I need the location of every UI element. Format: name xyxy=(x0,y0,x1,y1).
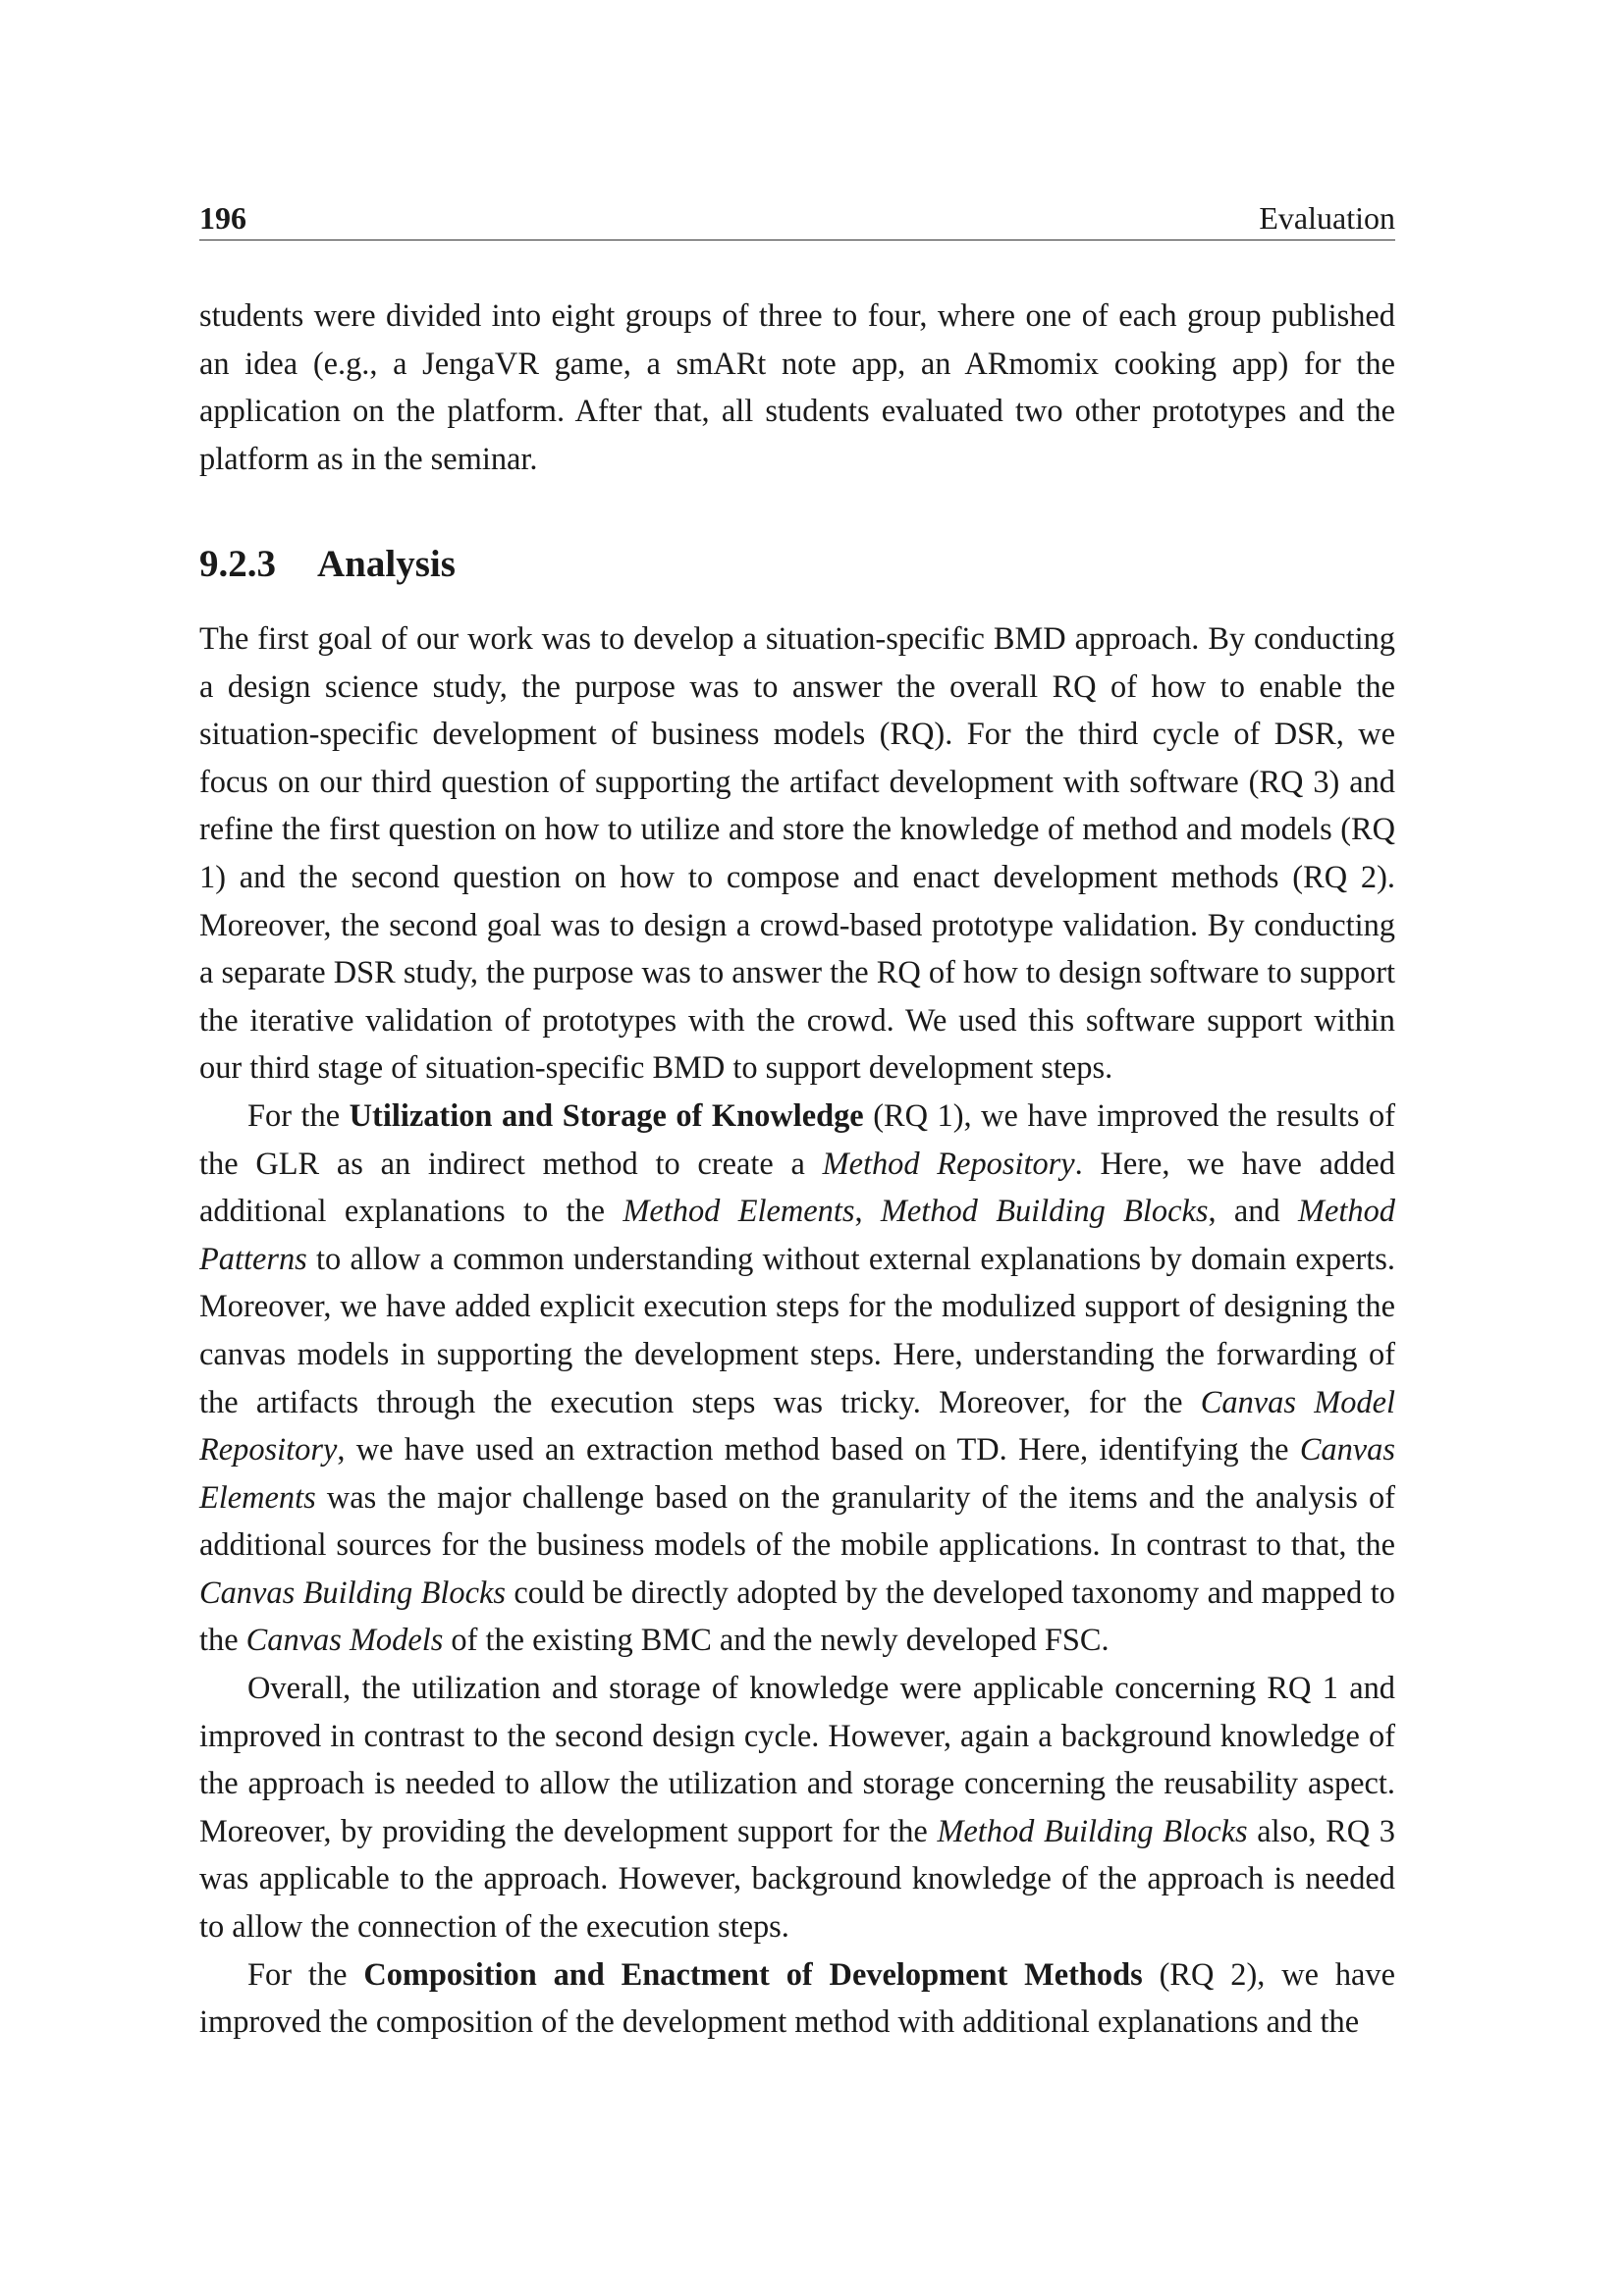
italic-term: Method Patterns xyxy=(199,1194,1395,1277)
text-run: (RQ 2), we have improved the composition of the development method with additional explanations and the xyxy=(199,1956,1396,2041)
italic-term: Canvas Models xyxy=(245,1623,444,1659)
italic-term: Method Elements xyxy=(623,1194,855,1230)
text-run: For the xyxy=(247,1956,364,1993)
italic-term: Method Repository xyxy=(822,1146,1075,1182)
text-run: (RQ 1), we have improved the results of the GLR as an indirect method to create a xyxy=(199,1097,1396,1182)
italic-term: Canvas Building Blocks xyxy=(199,1575,506,1611)
intro-paragraph-block xyxy=(199,293,1395,483)
text-run: For the xyxy=(247,1097,350,1134)
italic-term: Canvas Model Repository xyxy=(199,1384,1395,1468)
text-run: . Here, we have added additional explanations to the xyxy=(199,1146,1395,1230)
section-heading xyxy=(199,540,1395,589)
text-run: , we have used an extraction method based on TD. Here, identifying the xyxy=(337,1432,1300,1468)
text-run: of the existing BMC and the newly developed FSC. xyxy=(443,1623,1110,1659)
text-run: Overall, the utilization and storage of knowledge were applicable concerning RQ 1 and improved in contrast to the second design cycle. However, again a background knowledge of the approach is needed to allow the utilization and storage concerning the reusability aspect. Moreover, by providing the development support for the xyxy=(199,1671,1395,1849)
paragraph-utilization xyxy=(199,1093,1395,1665)
intro-paragraph: students were divided into eight groups of three to four, where one of each group published an idea (e.g., a JengaVR game, a smARt note app, an ARmomix cooking app) for the application on the platform. After that, all students evaluated two other prototypes and the platform as in the seminar. xyxy=(199,298,1395,477)
italic-term: Method Building Blocks xyxy=(937,1813,1248,1849)
text-run: also, RQ 3 was applicable to the approach. However, background knowledge of the approach is needed to allow the connection of the execution steps. xyxy=(199,1813,1396,1946)
section-title: Analysis xyxy=(317,543,456,585)
running-header xyxy=(199,198,1395,240)
text-run: was the major challenge based on the granularity of the items and the analysis of additional sources for the business models of the mobile applications. In contrast to that, the xyxy=(199,1479,1395,1564)
italic-term: Method Building Blocks xyxy=(880,1194,1209,1230)
paragraph-overall xyxy=(199,1665,1395,1951)
bold-term: Composition and Enactment of Development Methods xyxy=(363,1956,1143,1993)
text-run: , xyxy=(854,1194,881,1230)
text-run: could be directly adopted by the developed taxonomy and mapped to the xyxy=(199,1575,1395,1659)
italic-term: Canvas Elements xyxy=(199,1432,1395,1516)
bold-term: Utilization and Storage of Knowledge xyxy=(349,1097,864,1134)
paragraph-composition xyxy=(199,1951,1395,2047)
text-run: to allow a common understanding without external explanations by domain experts. Moreover, we have added explicit execution steps for the modulized support of designing the canvas models in supporting the development steps. Here, understanding the forwarding of the artifacts through the execution steps was tricky. Moreover, for the xyxy=(199,1241,1395,1420)
paragraph-goals: The first goal of our work was to develop a situation-specific BMD approach. By conducting a design science study, the purpose was to answer the overall RQ of how to enable the situation-specific development of business models (RQ). For the third cycle of DSR, we focus on our third question of supporting the artifact development with software (RQ 3) and refine the first question on how to utilize and store the knowledge of method and models (RQ 1) and the second question on how to compose and enact development methods (RQ 2). Moreover, the second goal was to design a crowd-based prototype validation. By conducting a separate DSR study, the purpose was to answer the RQ of how to design software to support the iterative validation of prototypes with the crowd. We used this software support within our third stage of situation-specific BMD to support development steps. xyxy=(199,621,1395,1087)
page-number: 196 xyxy=(199,200,246,236)
text-run: , and xyxy=(1208,1194,1299,1230)
chapter-title: Evaluation xyxy=(1259,200,1395,236)
section-body xyxy=(199,615,1395,2047)
section-number: 9.2.3 xyxy=(199,543,276,585)
